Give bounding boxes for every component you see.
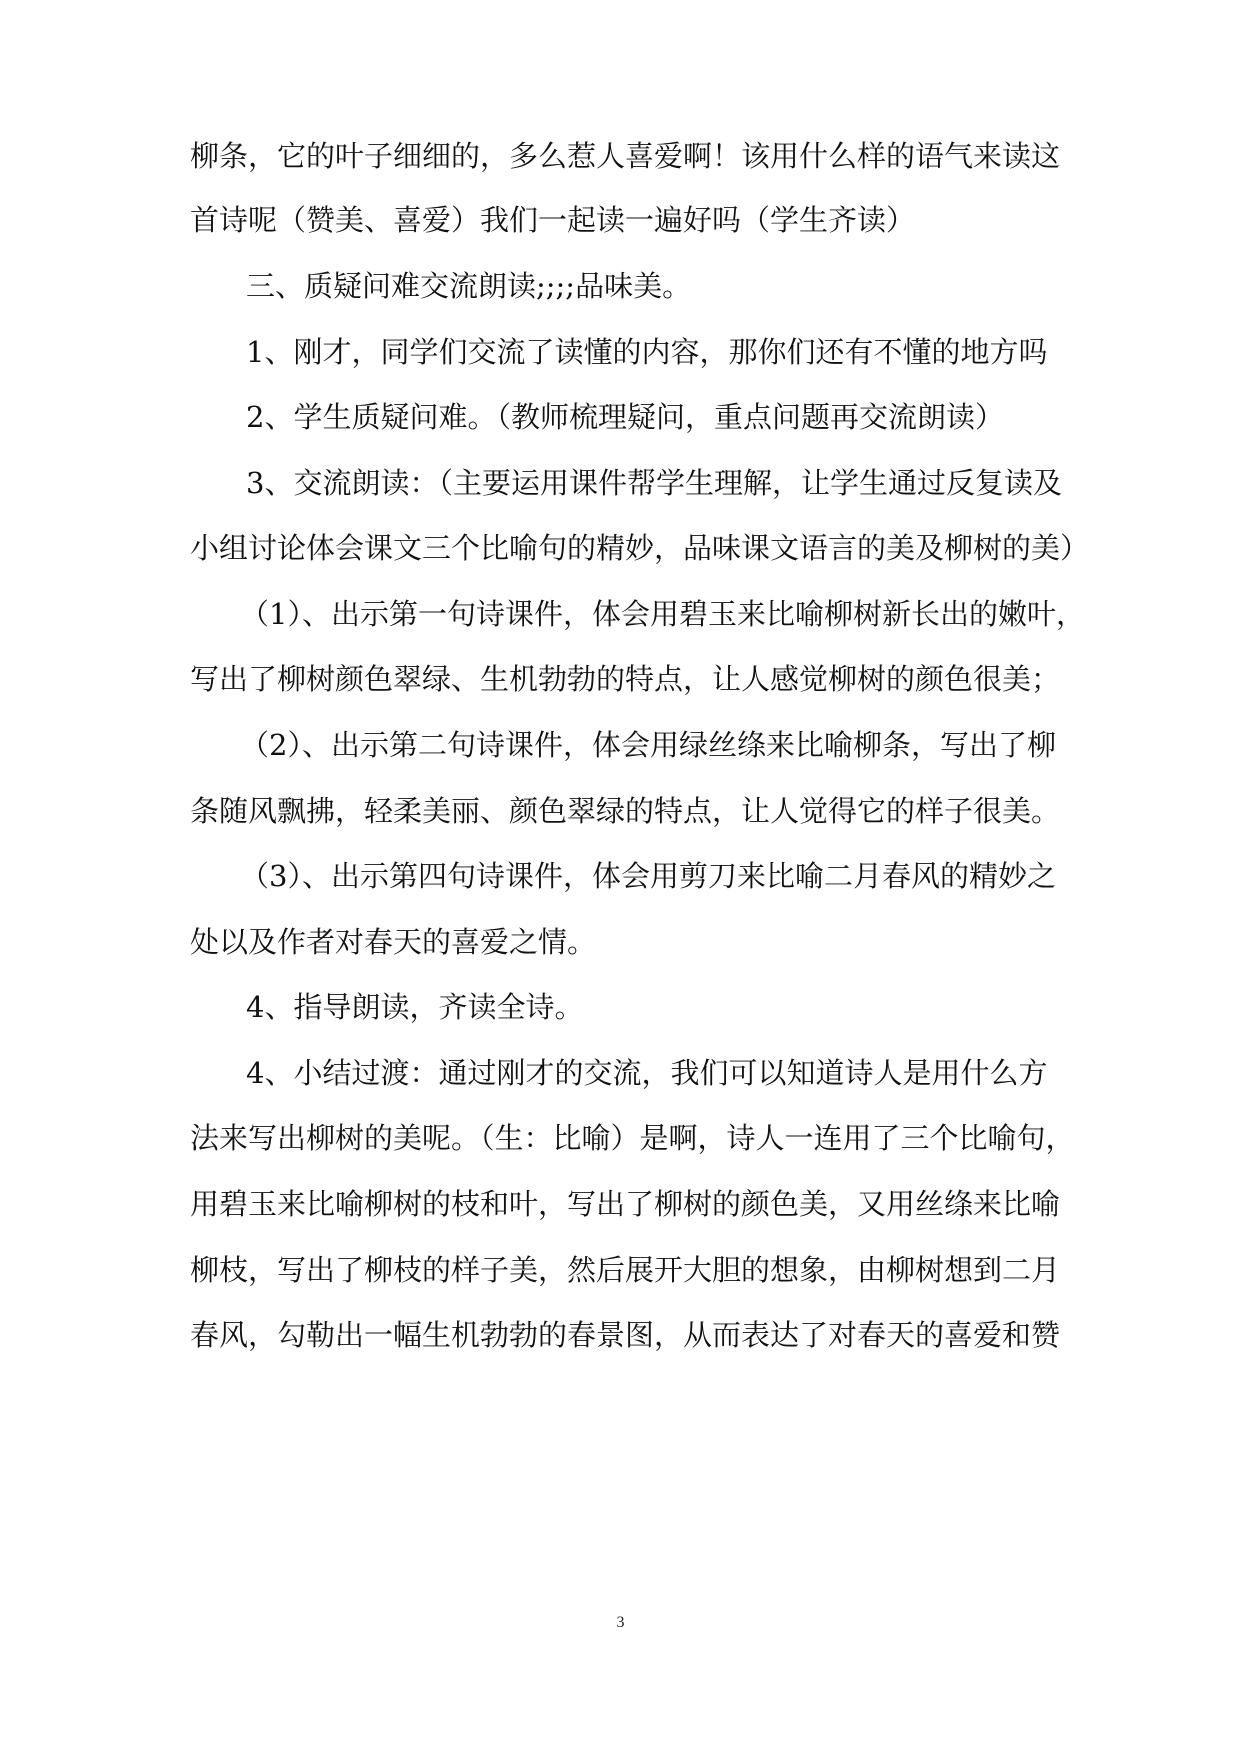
page-number: 3 bbox=[616, 1614, 625, 1631]
text-line-2: 首诗呢（赞美、喜爱）我们一起读一遍好吗（学生齐读） bbox=[190, 203, 916, 237]
text-line-5: 2、学生质疑问难。（教师梳理疑问，重点问题再交流朗读） bbox=[246, 400, 1004, 434]
text-line-17: 用碧玉来比喻柳树的枝和叶，写出了柳树的颜色美，又用丝绦来比喻 bbox=[190, 1187, 1061, 1221]
text-line-19: 春风，勾勒出一幅生机勃勃的春景图，从而表达了对春天的喜爱和赞 bbox=[190, 1318, 1061, 1352]
text-line-14: 4、指导朗读，齐读全诗。 bbox=[246, 990, 584, 1024]
text-line-9: 写出了柳树颜色翠绿、生机勃勃的特点，让人感觉柳树的颜色很美； bbox=[190, 662, 1061, 696]
text-line-4: 1、刚才，同学们交流了读懂的内容，那你们还有不懂的地方吗 bbox=[246, 335, 1048, 369]
text-line-16: 法来写出柳树的美呢。（生：比喻）是啊，诗人一连用了三个比喻句， bbox=[190, 1121, 1075, 1155]
text-line-15: 4、小结过渡：通过刚才的交流，我们可以知道诗人是用什么方 bbox=[246, 1056, 1048, 1090]
text-line-7: 小组讨论体会课文三个比喻句的精妙，品味课文语言的美及柳树的美） bbox=[190, 531, 1090, 565]
text-line-12: （3）、出示第四句诗课件，体会用剪刀来比喻二月春风的精妙之 bbox=[240, 859, 1056, 893]
text-line-6: 3、交流朗读：（主要运用课件帮学生理解，让学生通过反复读及 bbox=[246, 466, 1062, 500]
text-line-8: （1）、出示第一句诗课件，体会用碧玉来比喻柳树新长出的嫩叶， bbox=[240, 597, 1085, 631]
section-heading-3: 三、质疑问难交流朗读;;;;品味美。 bbox=[246, 269, 692, 303]
text-line-1: 柳条，它的叶子细细的，多么惹人喜爱啊！该用什么样的语气来读这 bbox=[190, 139, 1061, 173]
text-line-18: 柳枝，写出了柳枝的样子美，然后展开大胆的想象，由柳树想到二月 bbox=[190, 1253, 1061, 1287]
text-line-11: 条随风飘拂，轻柔美丽、颜色翠绿的特点，让人觉得它的样子很美。 bbox=[190, 794, 1061, 828]
text-line-13: 处以及作者对春天的喜爱之情。 bbox=[190, 925, 597, 959]
text-line-10: （2）、出示第二句诗课件，体会用绿丝绦来比喻柳条，写出了柳 bbox=[240, 728, 1056, 762]
